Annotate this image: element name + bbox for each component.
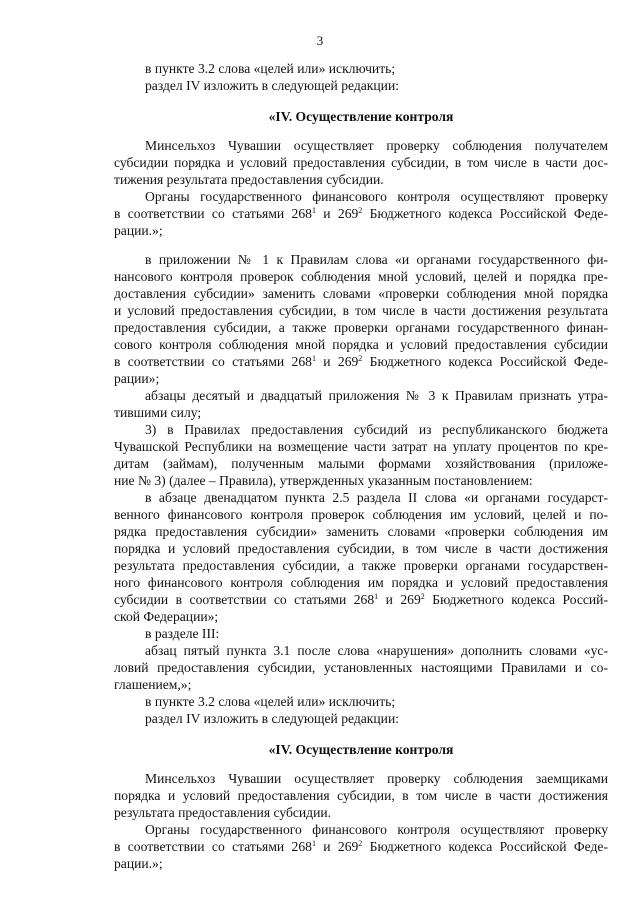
text-line: ловий предоставления субсидии, установленных настоящими Правилами и со- [114,660,608,675]
text-segment: субсидии в соответствии со статьями 268 [114,592,375,607]
text-segment: Бюджетного кодекса Российской Феде- [362,206,608,221]
text-line: тижения результата предоставления субсидии. [114,172,384,187]
text-line: раздел IV изложить в следующей редакции: [145,711,400,726]
text-segment: Бюджетного кодекса Российской Феде- [362,354,608,369]
text-line: Органы государственного финансового контроля осуществляют проверку [145,822,608,837]
superscript: 2 [358,839,363,848]
text-line: нансового контроля проверок соблюдения мной условий, целей и порядка пре- [114,269,608,284]
text-line: венного финансового контроля проверок соблюдения им условий, целей и по- [114,507,608,522]
text-line: ской Федерации»; [114,609,219,624]
page-number: 3 [316,33,324,48]
text-line: абзац пятый пункта 3.1 после слова «нарушения» дополнить словами «ус- [145,643,608,658]
text-line: доставления субсидии» заменить словами «проверки соблюдения мной порядка [114,286,608,301]
text-line: в пункте 3.2 слова «целей или» исключить; [145,61,396,76]
text-segment: Бюджетного кодекса Россий- [424,592,608,607]
text-line: Органы государственного финансового контроля осуществляют проверку [145,189,608,204]
text-line: раздел IV изложить в следующей редакции: [145,78,400,93]
text-line: результата предоставления субсидии, а также проверки органами государствен- [114,558,608,573]
text-line-with-superscripts [114,591,608,608]
text-line-with-superscripts [114,838,608,855]
superscript: 2 [358,206,363,215]
text-line: субсидии порядка и условий предоставления субсидии, в том числе в части дос- [114,155,608,170]
text-line: и условий предоставления субсидии, в том числе в части достижения результата [114,303,608,318]
text-line: рации.»; [114,856,163,871]
superscript: 1 [374,592,379,601]
superscript: 1 [311,839,316,848]
text-line: Чувашской Республики на возмещение части затрат на уплату процентов по кре- [114,439,608,454]
text-segment: и 269 [315,206,359,221]
text-line-with-superscripts [114,205,608,222]
text-line: 3) в Правилах предоставления субсидий из республиканского бюджета [145,422,608,437]
text-line: абзацы десятый и двадцатый приложения № 3 к Правилам признать утра- [145,388,608,403]
section-heading: «IV. Осуществление контроля [268,109,454,124]
text-line: рации.»; [114,223,163,238]
text-line: в пункте 3.2 слова «целей или» исключить; [145,694,396,709]
text-line-with-superscripts [114,353,608,370]
text-line: предоставления субсидии, а также проверки органами государственного финан- [114,320,608,335]
text-line: порядка и условий предоставления субсидии, в том числе в части достижения [114,541,608,556]
text-segment: и 269 [378,592,421,607]
text-line: сового контроля соблюдения мной порядка и условий предоставления субсидии [114,337,608,352]
text-segment: в соответствии со статьями 268 [114,354,312,369]
text-line: в разделе III: [145,626,220,641]
text-line: рядка предоставления субсидии» заменить словами «проверки соблюдения им [114,524,608,539]
text-line: ние № 3) (далее – Правила), утвержденных указанным постановлением: [114,473,533,488]
text-line: дитам (займам), полученным малыми формами хозяйствования (приложе- [114,456,608,471]
text-line: ного финансового контроля соблюдения им порядка и условий предоставления [114,575,608,590]
text-line: в приложении № 1 к Правилам слова «и органами государственного фи- [145,252,608,267]
text-line: глашением,»; [114,677,192,692]
text-line: Минсельхоз Чувашии осуществляет проверку соблюдения получателем [145,138,608,153]
text-line: тившими силу; [114,405,202,420]
text-line: результата предоставления субсидии. [114,805,332,820]
text-segment: в соответствии со статьями 268 [114,206,312,221]
superscript: 1 [311,354,316,363]
text-segment: в соответствии со статьями 268 [114,839,312,854]
text-segment: и 269 [315,839,359,854]
text-segment: Бюджетного кодекса Российской Феде- [362,839,608,854]
text-line: рации»; [114,371,160,386]
text-segment: и 269 [315,354,359,369]
text-line: в абзаце двенадцатом пункта 2.5 раздела II слова «и органами государст- [145,490,608,505]
section-heading: «IV. Осуществление контроля [268,742,454,757]
superscript: 2 [358,354,363,363]
superscript: 1 [311,206,316,215]
superscript: 2 [420,592,425,601]
text-line: порядка и условий предоставления субсидии, в том числе в части достижения [114,788,608,803]
text-line: Минсельхоз Чувашии осуществляет проверку соблюдения заемщиками [145,771,608,786]
